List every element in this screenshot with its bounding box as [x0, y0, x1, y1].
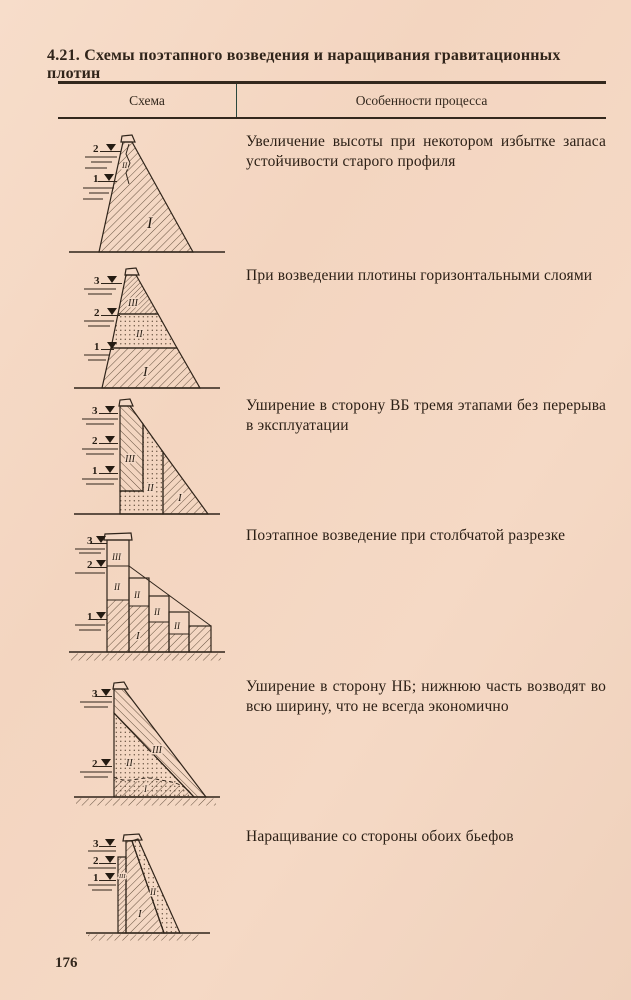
svg-text:1: 1 — [91, 465, 97, 477]
dam-cross-section-diagram-upstream-widening — [70, 396, 225, 526]
stage-label: I — [143, 784, 147, 794]
water-level-marker — [80, 688, 112, 707]
table-row — [58, 266, 606, 396]
stage-region — [163, 452, 208, 514]
dam-crest-cap — [104, 533, 132, 540]
water-level-marker — [80, 758, 112, 777]
stage-label: I — [177, 492, 182, 504]
stage-region — [129, 606, 149, 652]
stage-label: II — [133, 590, 140, 600]
water-level-marker — [75, 611, 107, 630]
table-row — [58, 827, 606, 949]
diagram-cell — [58, 526, 236, 671]
dam-cross-section-diagram-downstream-widening — [70, 677, 225, 812]
svg-text:2: 2 — [91, 435, 97, 447]
stage-label: I — [137, 908, 142, 920]
stage-label: II — [173, 621, 180, 631]
svg-text:2: 2 — [93, 307, 99, 319]
stage-label: II — [125, 758, 133, 769]
svg-text:1: 1 — [92, 173, 98, 185]
diagram-cell — [58, 132, 236, 264]
dam-crest-cap — [123, 834, 142, 841]
stage-region — [107, 600, 129, 652]
stage-label: II — [153, 607, 160, 617]
stage-label: III — [111, 552, 121, 562]
dam-crest-cap — [121, 135, 135, 142]
header-process-features: Особенности процесса — [355, 92, 488, 108]
diagram-cell — [58, 266, 236, 396]
ground-hatch — [76, 799, 216, 806]
stage-region — [118, 857, 126, 933]
dam-crest-cap — [119, 399, 133, 406]
svg-text:1: 1 — [92, 872, 98, 884]
svg-text:2: 2 — [92, 855, 98, 867]
svg-text:2: 2 — [92, 143, 98, 155]
water-level-marker — [88, 872, 116, 890]
dam-crest-cap — [113, 682, 128, 689]
svg-text:1: 1 — [86, 611, 92, 623]
stage-region — [118, 275, 158, 314]
ground-hatch — [71, 654, 221, 661]
stage-label: II — [149, 887, 156, 897]
svg-text:3: 3 — [86, 535, 92, 547]
dam-cross-section-diagram-both-sides — [80, 827, 215, 949]
water-level-marker — [82, 435, 118, 454]
water-level-marker — [75, 559, 107, 573]
stage-region — [169, 634, 189, 652]
stage-label: III — [151, 745, 162, 756]
table-body — [58, 119, 606, 949]
stage-label: I — [146, 215, 152, 232]
dam-cross-section-diagram-columnar — [65, 526, 230, 671]
stage-label: I — [142, 365, 148, 380]
stage-label: III — [124, 454, 135, 465]
svg-text:3: 3 — [91, 688, 97, 700]
process-description: Наращивание со стороны обоих бьефов — [246, 828, 514, 845]
stage-region — [149, 622, 169, 652]
diagram-cell — [58, 677, 236, 812]
water-level-marker — [75, 535, 107, 553]
process-description: Увеличение высоты при некотором избытке запаса устойчивости старого профиля — [246, 133, 606, 171]
process-description: Уширение в сторону ВБ тремя этапами без перерыва в эксплуатации — [246, 397, 606, 435]
svg-text:3: 3 — [92, 838, 98, 850]
water-level-marker — [84, 275, 122, 294]
dam-body — [99, 142, 193, 252]
dam-cross-section-diagram-heightening — [65, 132, 230, 264]
stage-region — [102, 348, 200, 388]
stage-region — [189, 626, 211, 652]
process-description: Уширение в сторону НБ; нижнюю часть возводят во всю ширину, что не всегда экономично — [246, 678, 606, 716]
table-row — [58, 526, 606, 677]
dam-crest-cap — [125, 268, 139, 275]
water-level-marker — [88, 838, 116, 851]
diagram-cell — [58, 827, 236, 949]
table-header-row — [58, 81, 606, 119]
water-level-marker — [84, 307, 120, 326]
table-row — [58, 396, 606, 526]
svg-text:2: 2 — [91, 758, 97, 770]
svg-text:2: 2 — [86, 559, 92, 571]
stage-label: I — [135, 630, 140, 642]
table-title: 4.21. Схемы поэтапного возведения и наращивания гравитационных плотин — [47, 47, 561, 82]
water-level-marker — [85, 143, 121, 168]
stage-label: II — [113, 582, 120, 592]
svg-text:1: 1 — [93, 341, 99, 353]
table-row — [58, 132, 606, 266]
water-level-marker — [82, 465, 118, 484]
stage-region — [120, 406, 143, 491]
stage-label: III — [127, 298, 138, 309]
dam-cross-section-diagram-horizontal-layers — [70, 266, 225, 396]
water-level-marker — [82, 405, 118, 424]
process-description: Поэтапное возведение при столбчатой разрезке — [246, 527, 566, 544]
process-description: При возведении плотины горизонтальными слоями — [246, 267, 593, 284]
page-number: 176 — [55, 955, 78, 971]
svg-text:3: 3 — [91, 405, 97, 417]
diagram-cell — [58, 396, 236, 526]
water-level-marker — [88, 855, 116, 868]
ground-hatch — [88, 935, 200, 941]
table-row — [58, 677, 606, 827]
stage-label: II — [121, 161, 127, 170]
stage-label: II — [135, 329, 143, 340]
stage-label: II — [146, 483, 154, 494]
header-schema: Схема — [58, 84, 237, 117]
stage-label: III — [118, 873, 125, 880]
dam-schemes-table — [58, 81, 606, 949]
svg-text:3: 3 — [93, 275, 99, 287]
stage-region — [111, 314, 177, 348]
